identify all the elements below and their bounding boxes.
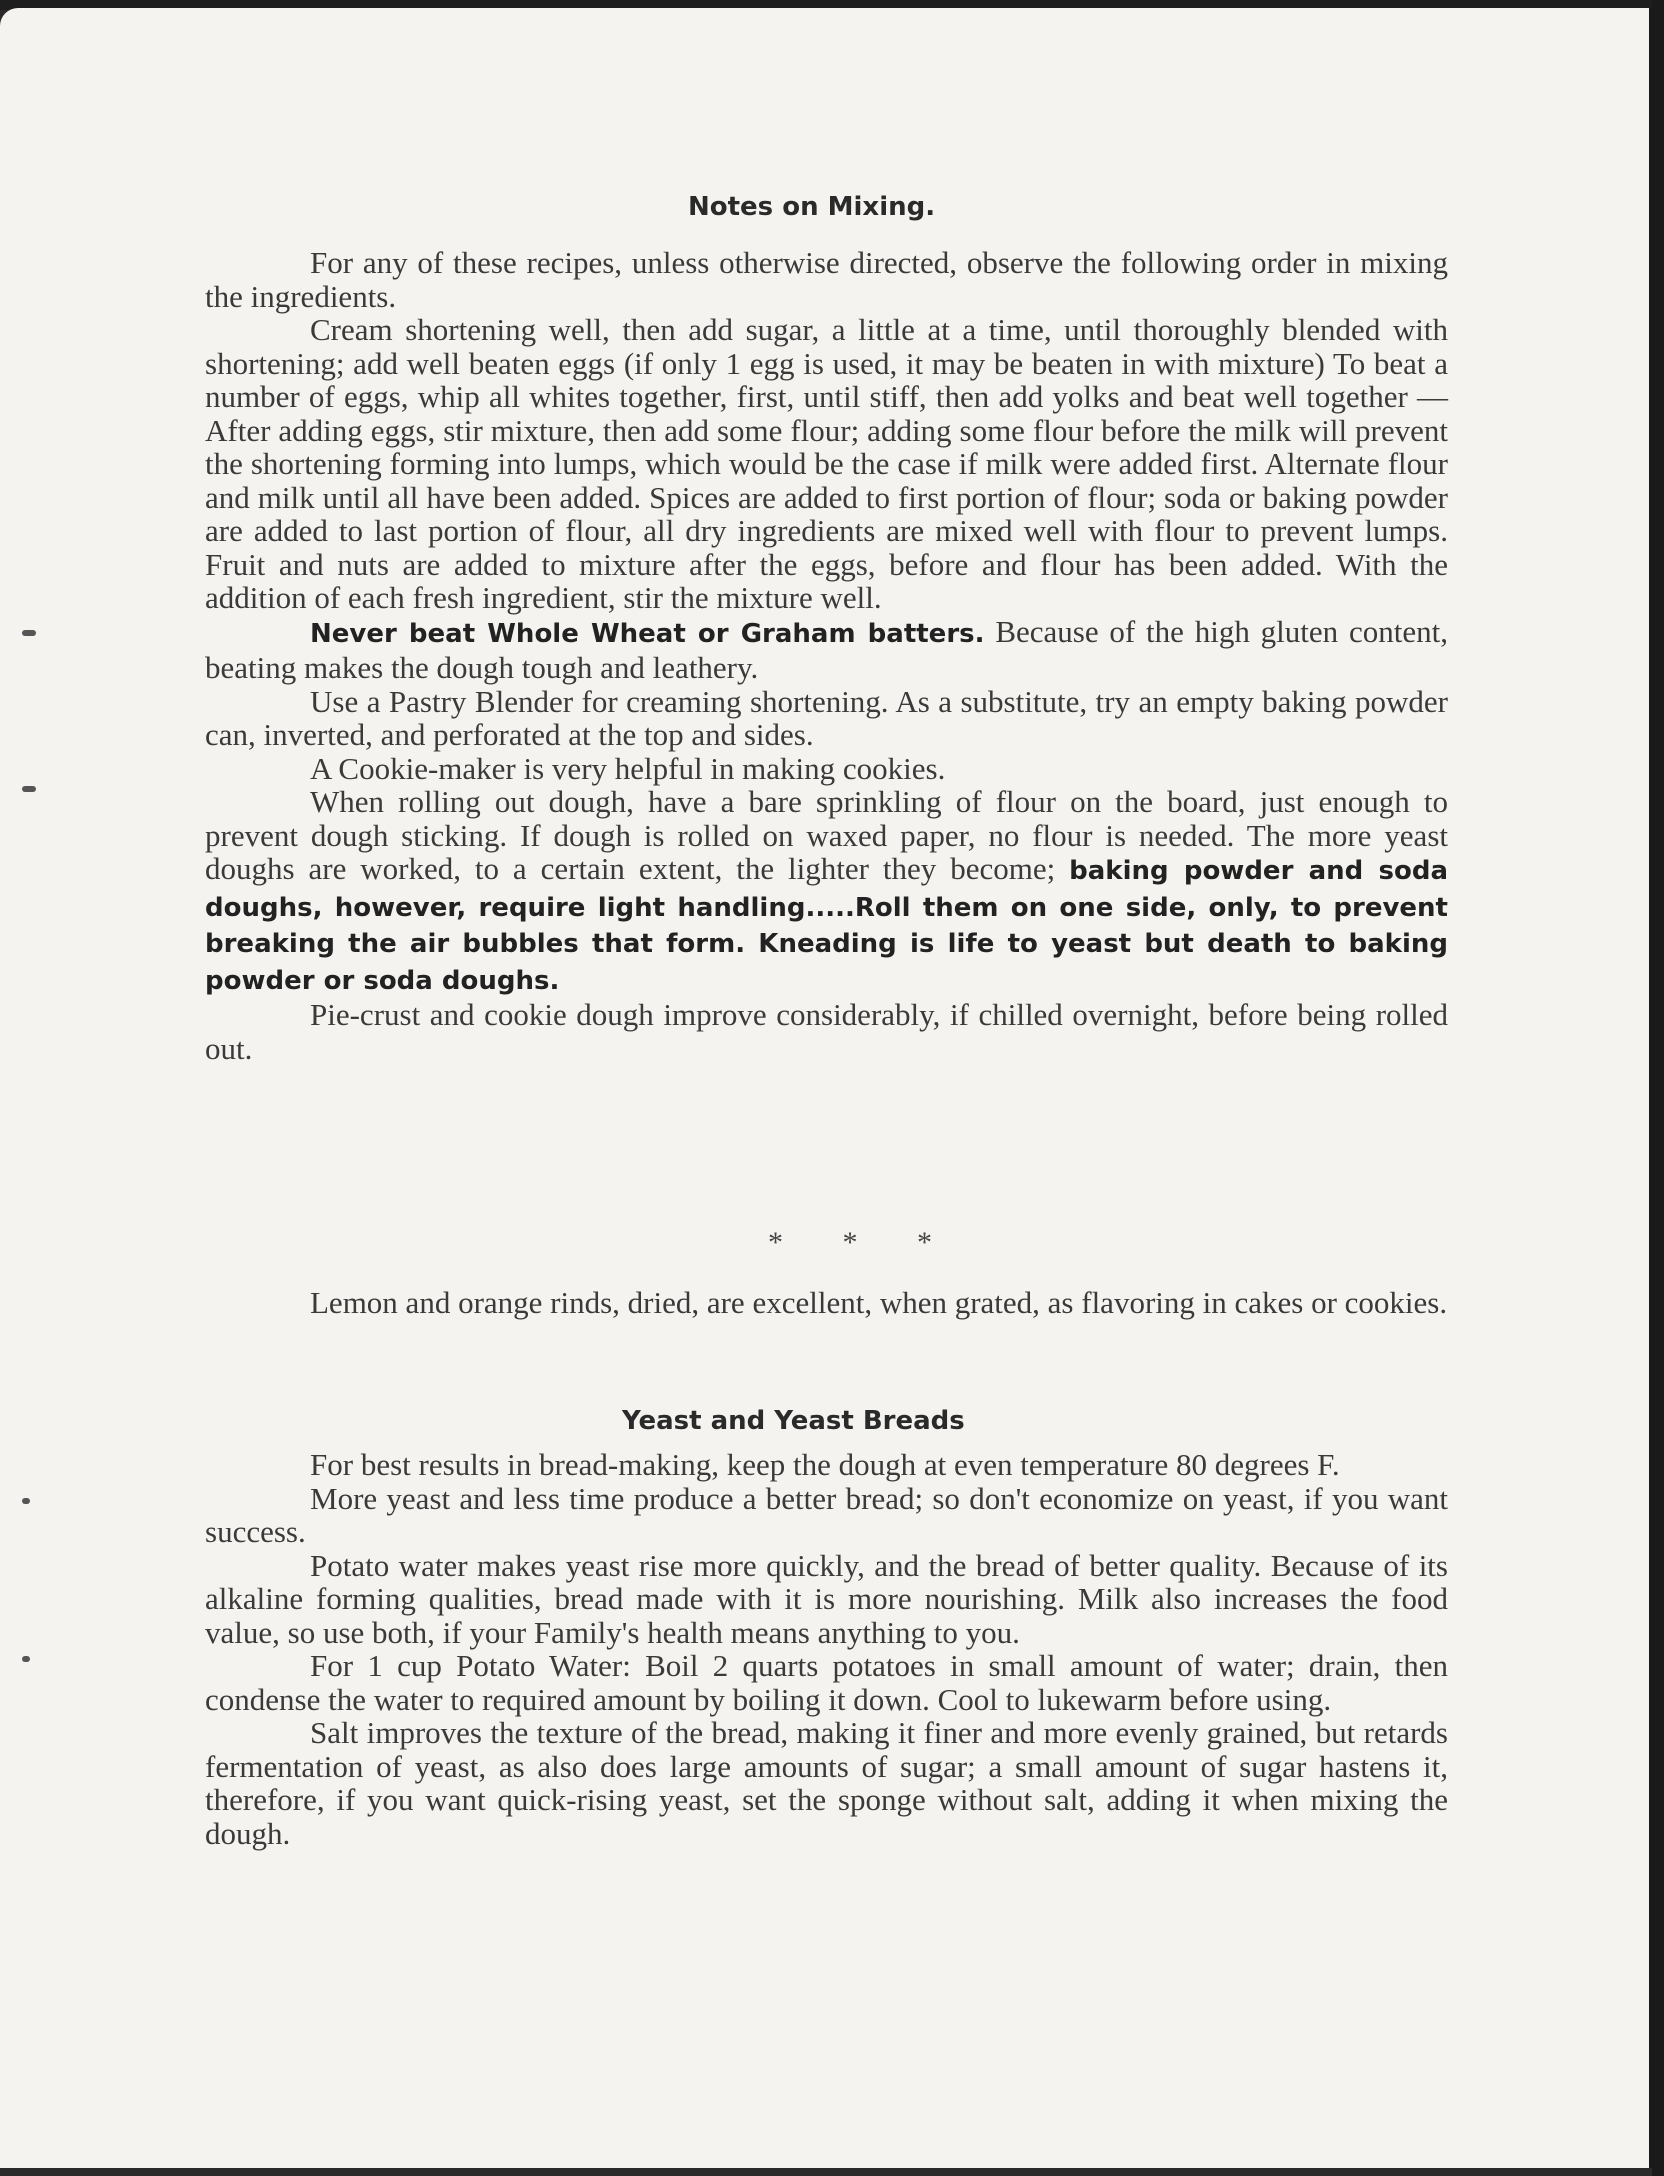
binding-mark (22, 1656, 30, 1662)
section-heading-mixing: Notes on Mixing. (688, 192, 936, 222)
paragraph-text: Because of the high gluten content, beating makes the dough tough and leathery. (205, 613, 1448, 685)
flavoring-note (205, 1286, 1448, 1320)
paragraph: Lemon and orange rinds, dried, are excellent, when grated, as flavoring in cakes or cookies. (310, 1285, 1448, 1320)
bold-text: Never beat Whole Wheat or Graham batters. (310, 618, 985, 649)
paragraph: More yeast and less time produce a better bread; so don't economize on yeast, if you want success. (205, 1480, 1448, 1549)
mixing-text (205, 246, 1448, 1065)
binding-mark (22, 630, 36, 636)
paragraph: For 1 cup Potato Water: Boil 2 quarts potatoes in small amount of water; drain, then condense the water to required amount by boiling it down. Cool to lukewarm before using. (205, 1648, 1448, 1717)
paragraph: A Cookie-maker is very helpful in making cookies. (310, 750, 946, 786)
paragraph-text: When rolling out dough, have a bare sprinkling of flour on the board, just enough to prevent dough sticking. If dough is rolled on waxed paper, no flour is needed. The more yeast doughs are worked, to a certain extent, the lighter they become; (205, 784, 1448, 886)
paragraph: Use a Pastry Blender for creaming shortening. As a substitute, try an empty baking powder can, inverted, and perforated at the top and sides. (205, 683, 1448, 752)
scan-right-edge (1652, 0, 1664, 2176)
paragraph: Salt improves the texture of the bread, making it finer and more evenly grained, but retards fermentation of yeast, as also does large amounts of sugar; a small amount of sugar hastens it, therefore, if you want quick-rising yeast, set the sponge without salt, adding it when mixing the dough. (205, 1715, 1448, 1851)
separator: * * * (768, 1226, 958, 1259)
paragraph (205, 615, 1448, 685)
binding-mark (22, 786, 36, 792)
section-heading-yeast: Yeast and Yeast Breads (622, 1406, 965, 1436)
binding-mark (22, 1498, 30, 1504)
paragraph: Cream shortening well, then add sugar, a little at a time, until thoroughly blended with shortening; add well beaten eggs (if only 1 egg is used, it may be beaten in with mixture) To beat a number of eggs, whip all whites together, first, until stiff, then add yolks and beat well together — After adding eggs, stir mixture, then add some flour; adding some flour before the milk will prevent the shortening forming into lumps, which would be the case if milk were added first. Alternate flour and milk until all have been added. Spices are added to first portion of flour; soda or baking powder are added to last portion of flour, all dry ingredients are mixed well with flour to prevent lumps. Fruit and nuts are added to mixture after the eggs, before and flour has been added. With the addition of each fresh ingredient, stir the mixture well. (205, 312, 1448, 615)
yeast-text (205, 1448, 1448, 1850)
paragraph: For best results in bread-making, keep the dough at even temperature 80 degrees F. (310, 1447, 1340, 1482)
bold-text: baking powder and soda doughs, however, require light handling.....Roll them on one side, only, to prevent breaking the air bubbles that form. Kneading is life to yeast but death to baking powder or soda doughs. (205, 856, 1448, 996)
paragraph: For any of these recipes, unless otherwise directed, observe the following order in mixing the ingredients. (205, 245, 1448, 314)
paragraph (205, 785, 1448, 998)
paragraph: Pie-crust and cookie dough improve considerably, if chilled overnight, before being rolled out. (205, 997, 1448, 1066)
paragraph: Potato water makes yeast rise more quickly, and the bread of better quality. Because of its alkaline forming qualities, bread made with it is more nourishing. Milk also increases the food value, so use both, if your Family's health means anything to you. (205, 1547, 1448, 1650)
